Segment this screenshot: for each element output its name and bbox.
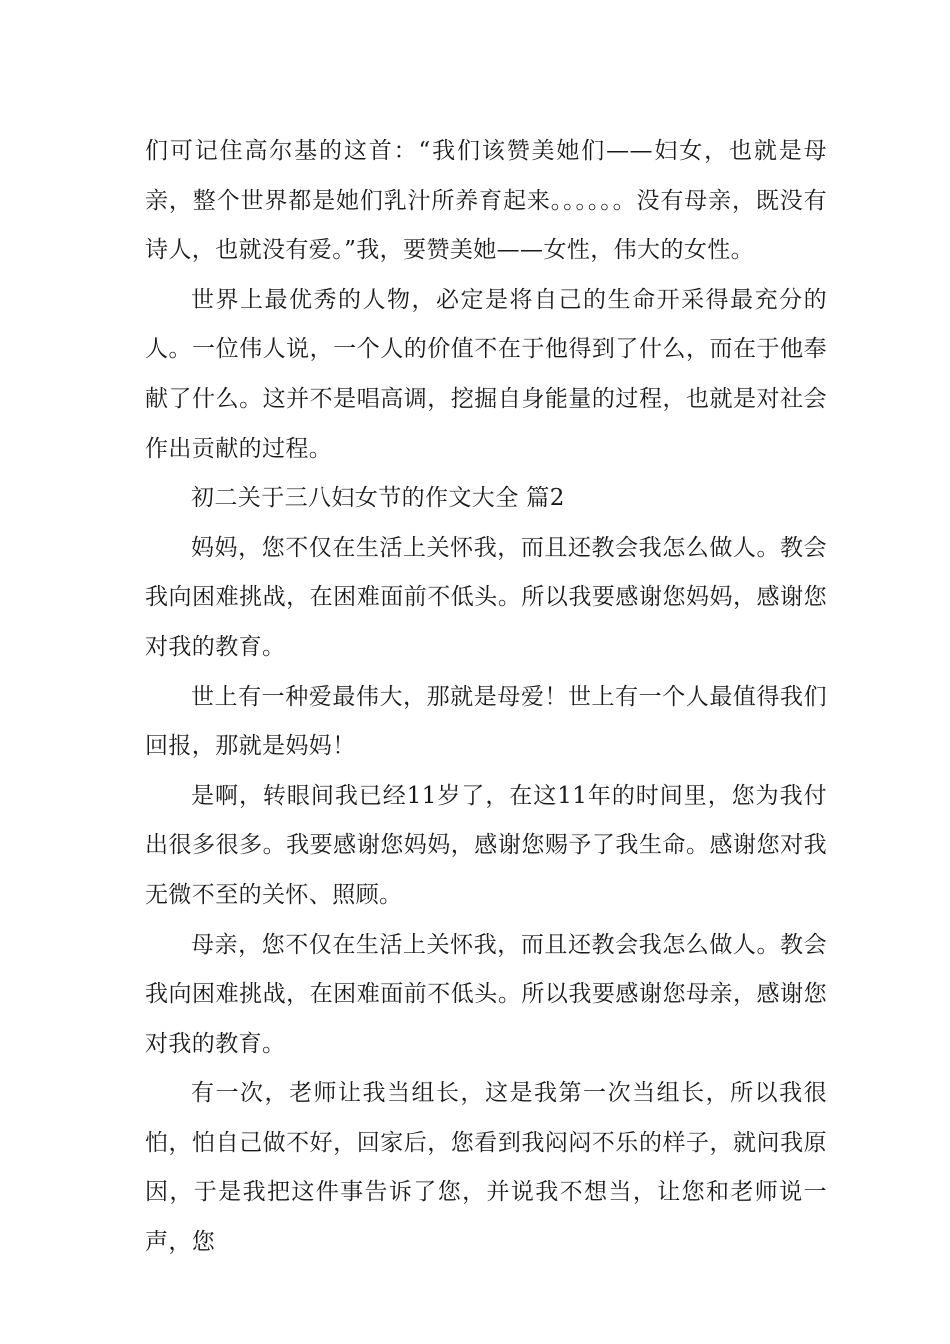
paragraph-7: 有一次，老师让我当组长，这是我第一次当组长，所以我很怕，怕自己做不好，回家后，您看到我闷闷不乐的样子，就问我原因，于是我把这件事告诉了您，并说我不想当，让您和老师说一声，您 bbox=[145, 1080, 827, 1256]
paragraph-4: 世上有一种爱最伟大，那就是母爱！世上有一个人最值得我们回报，那就是妈妈！ bbox=[145, 683, 827, 760]
paragraph-2: 世界上最优秀的人物，必定是将自己的生命开采得最充分的人。一位伟人说，一个人的价值不在于他得到了什么，而在于他奉献了什么。这并不是唱高调，挖掘自身能量的过程，也就是对社会作出贡献的过程。 bbox=[145, 286, 827, 462]
document-body bbox=[145, 127, 827, 1268]
section-heading: 初二关于三八妇女节的作文大全 篇2 bbox=[191, 485, 565, 512]
paragraph-1: 们可记住高尔基的这首：“我们该赞美她们——妇女，也就是母亲，整个世界都是她们乳汁所养育起来。。。。。。没有母亲，既没有诗人，也就没有爱。”我，要赞美她——女性，伟大的女性。 bbox=[145, 138, 827, 264]
paragraph-6: 母亲，您不仅在生活上关怀我，而且还教会我怎么做人。教会我向困难挑战，在困难面前不低头。所以我要感谢您母亲，感谢您对我的教育。 bbox=[145, 931, 827, 1057]
paragraph-3: 妈妈，您不仅在生活上关怀我，而且还教会我怎么做人。教会我向困难挑战，在困难面前不低头。所以我要感谢您妈妈，感谢您对我的教育。 bbox=[145, 534, 827, 660]
paragraph-5: 是啊，转眼间我已经11岁了，在这11年的时间里，您为我付出很多很多。我要感谢您妈妈，感谢您赐予了我生命。感谢您对我无微不至的关怀、照顾。 bbox=[145, 782, 827, 908]
